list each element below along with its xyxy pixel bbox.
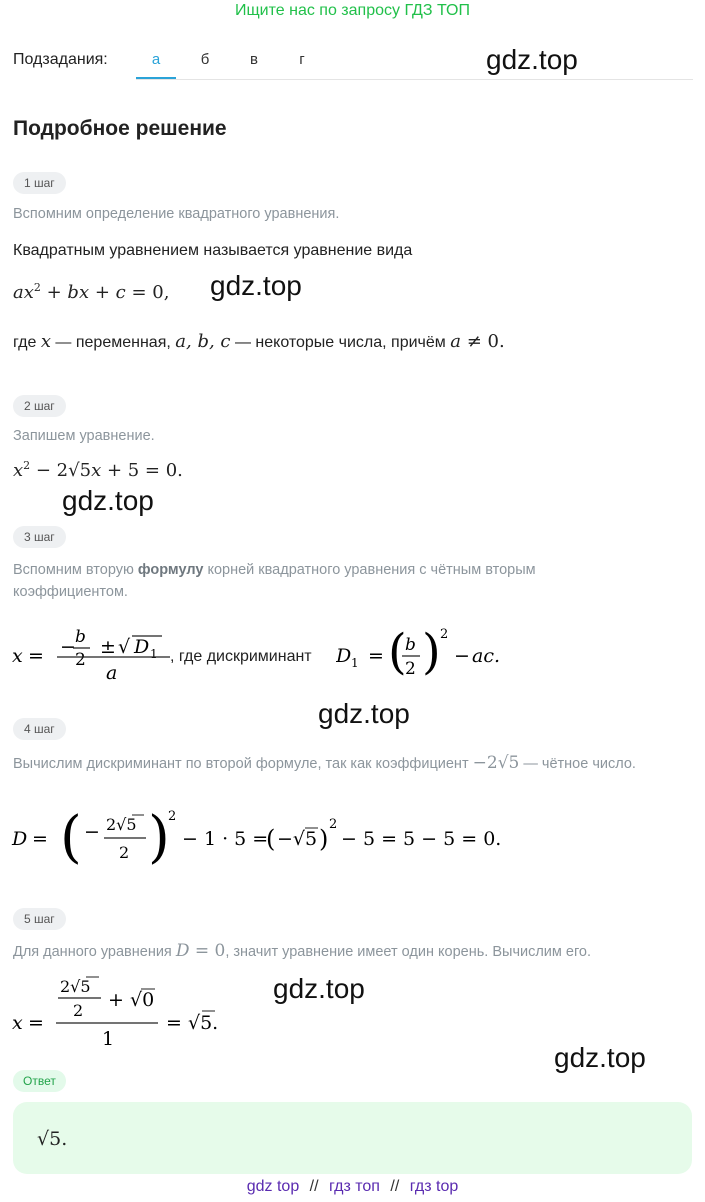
step-hint: Вычислим дискриминант по второй формуле, так как коэффициент −2√5 — чётное число. — [13, 753, 636, 773]
svg-text:2√5: 2√5 — [106, 815, 137, 834]
svg-text:b: b — [75, 627, 86, 647]
svg-text:1: 1 — [102, 1028, 115, 1050]
step-hint: Для данного уравнения D = 0, значит уравнение имеет один корень. Вычислим его. — [13, 941, 592, 961]
watermark-text: gdz.top — [273, 973, 365, 1004]
svg-text:x: x — [12, 1012, 23, 1034]
svg-text:= √5.: = √5. — [166, 1012, 219, 1034]
svg-text:=: = — [32, 828, 48, 850]
step-badge: 4 шаг — [13, 718, 66, 740]
footer-separator: // — [390, 1178, 400, 1195]
discriminant-calculation — [10, 798, 510, 878]
footer-link[interactable]: гдз топ — [329, 1178, 380, 1195]
watermark-text: gdz.top — [318, 698, 410, 729]
svg-text:): ) — [148, 805, 170, 870]
svg-text:a: a — [106, 662, 118, 684]
svg-text:2: 2 — [440, 627, 449, 642]
answer-value: √5. — [37, 1128, 68, 1150]
root-calculation — [10, 970, 270, 1050]
svg-text:2: 2 — [119, 843, 130, 862]
answer-badge: Ответ — [13, 1070, 66, 1092]
svg-text:D: D — [134, 636, 150, 658]
watermark-text: gdz.top — [486, 44, 578, 75]
svg-text:1: 1 — [150, 647, 158, 661]
svg-text:(: ( — [266, 825, 276, 853]
svg-text:√: √ — [118, 636, 131, 658]
tabs-divider — [136, 79, 693, 80]
svg-text:−: − — [60, 636, 76, 658]
svg-text:1: 1 — [351, 656, 359, 670]
footer-links — [0, 1178, 705, 1196]
svg-text:− 1 · 5 =: − 1 · 5 = — [182, 828, 269, 850]
svg-text:− 5 = 5 − 5 = 0.: − 5 = 5 − 5 = 0. — [341, 828, 502, 850]
svg-text:ac.: ac. — [472, 645, 501, 667]
step-badge: 3 шаг — [13, 526, 66, 548]
footer-link[interactable]: gdz top — [246, 1178, 300, 1195]
watermark-text: gdz.top — [554, 1042, 646, 1073]
step-badge: 1 шаг — [13, 172, 66, 194]
given-equation: $x^2 - 2√5x + 5 = 0$. — [13, 459, 183, 481]
svg-text:(: ( — [388, 624, 407, 680]
svg-text:+ √0: + √0 — [108, 989, 155, 1011]
svg-text:=: = — [28, 1012, 44, 1034]
svg-text:2: 2 — [405, 659, 416, 679]
watermark-text: gdz.top — [62, 485, 154, 516]
svg-text:b: b — [405, 635, 416, 655]
svg-text:(: ( — [60, 805, 82, 870]
step-badge: 5 шаг — [13, 908, 66, 930]
svg-text:D: D — [12, 828, 28, 850]
svg-text:2√5: 2√5 — [60, 977, 91, 996]
svg-text:2: 2 — [75, 650, 86, 670]
quadratic-general-formula: $ax^2$ + bx + c = 0, — [13, 281, 170, 303]
svg-text:D: D — [336, 645, 352, 667]
step-hint: Вспомним определение квадратного уравнения. — [13, 206, 340, 222]
watermark-text: gdz.top — [210, 270, 302, 301]
svg-text:x: x — [12, 645, 23, 667]
step-hint: Запишем уравнение. — [13, 428, 155, 444]
answer-box — [13, 1102, 692, 1174]
svg-text:−: − — [84, 821, 100, 843]
tab-b[interactable]: б — [200, 51, 210, 68]
discriminant-formula — [336, 612, 536, 688]
footer-link[interactable]: гдз top — [409, 1178, 459, 1195]
tab-a[interactable]: а — [151, 51, 161, 68]
svg-text:=: = — [368, 645, 384, 667]
tab-v[interactable]: в — [250, 51, 258, 68]
step-hint: Вспомним вторую формулу корней квадратного уравнения с чётным вторым коэффициентом. — [13, 562, 536, 600]
step-badge: 2 шаг — [13, 395, 66, 417]
page-title: Подробное решение — [13, 117, 227, 140]
definition-text: Квадратным уравнением называется уравнение вида — [13, 242, 413, 259]
svg-text:): ) — [422, 624, 441, 680]
svg-text:=: = — [28, 645, 44, 667]
svg-text:−: − — [454, 645, 470, 667]
svg-text:): ) — [319, 825, 329, 853]
svg-text:2: 2 — [168, 809, 177, 824]
svg-text:2: 2 — [329, 817, 338, 832]
discriminant-label: , где дискриминант — [170, 648, 312, 665]
svg-text:−√5: −√5 — [277, 828, 318, 850]
active-tab-indicator — [136, 77, 176, 79]
svg-text:±: ± — [100, 636, 116, 658]
definition-conditions: где x — переменная, a, b, c — некоторые числа, причём a ≠ 0. — [13, 331, 505, 352]
subtasks-label: Подзадания: — [13, 51, 108, 68]
footer-separator: // — [309, 1178, 319, 1195]
svg-text:2: 2 — [73, 1001, 84, 1020]
tab-g[interactable]: г — [299, 51, 305, 68]
search-banner: Ищите нас по запросу ГДЗ ТОП — [235, 2, 470, 19]
